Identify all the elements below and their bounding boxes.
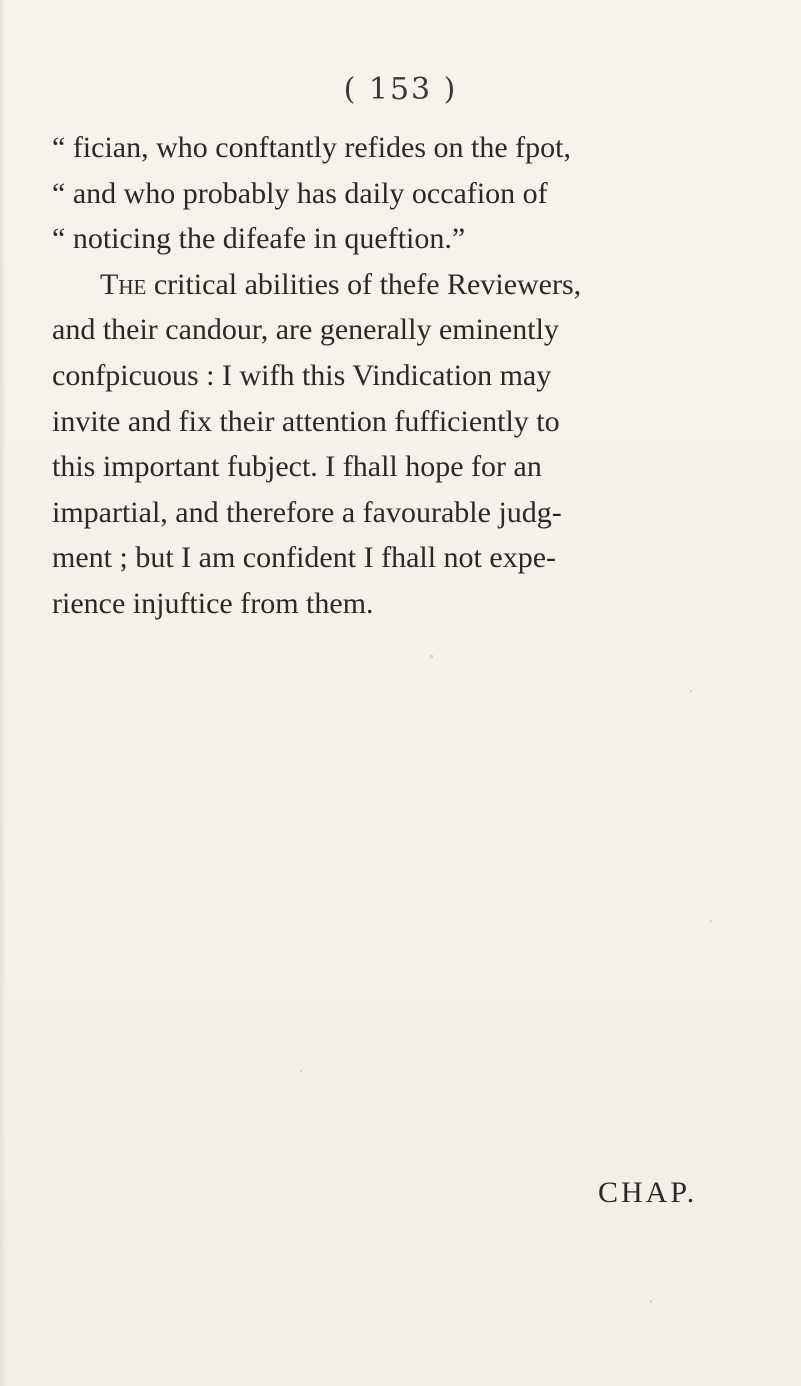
paper-speck <box>690 690 692 692</box>
paragraph-start-line: The critical abilities of thefe Reviewers, <box>100 267 582 301</box>
text-line: rience injuftice from them. <box>52 586 374 620</box>
text-line: this important fubject. I fhall hope for an <box>52 450 542 484</box>
text-line: and their candour, are generally eminently <box>52 313 559 347</box>
page-edge-shadow <box>0 0 6 1386</box>
catchword: CHAP. <box>598 1176 698 1209</box>
paper-speck <box>300 1070 302 1072</box>
smallcaps-word: The <box>100 267 147 301</box>
text-line: impartial, and therefore a favourable judg- <box>52 495 562 529</box>
text-line: “ noticing the difeafe in queftion.” <box>52 222 466 256</box>
text-line: “ fician, who conftantly refides on the fpot, <box>52 131 571 164</box>
text-line: “ and who probably has daily occafion of <box>52 176 548 210</box>
paper-speck <box>710 920 712 922</box>
paper-speck <box>650 1300 652 1303</box>
text-line: ment ; but I am confident I fhall not expe- <box>52 541 557 575</box>
paper-speck <box>430 655 433 658</box>
text-line: invite and fix their attention fufficiently to <box>52 404 560 438</box>
page-number: ( 153 ) <box>343 72 458 107</box>
text-line: confpicuous : I wifh this Vindication may <box>52 358 552 392</box>
body-text <box>52 125 752 627</box>
